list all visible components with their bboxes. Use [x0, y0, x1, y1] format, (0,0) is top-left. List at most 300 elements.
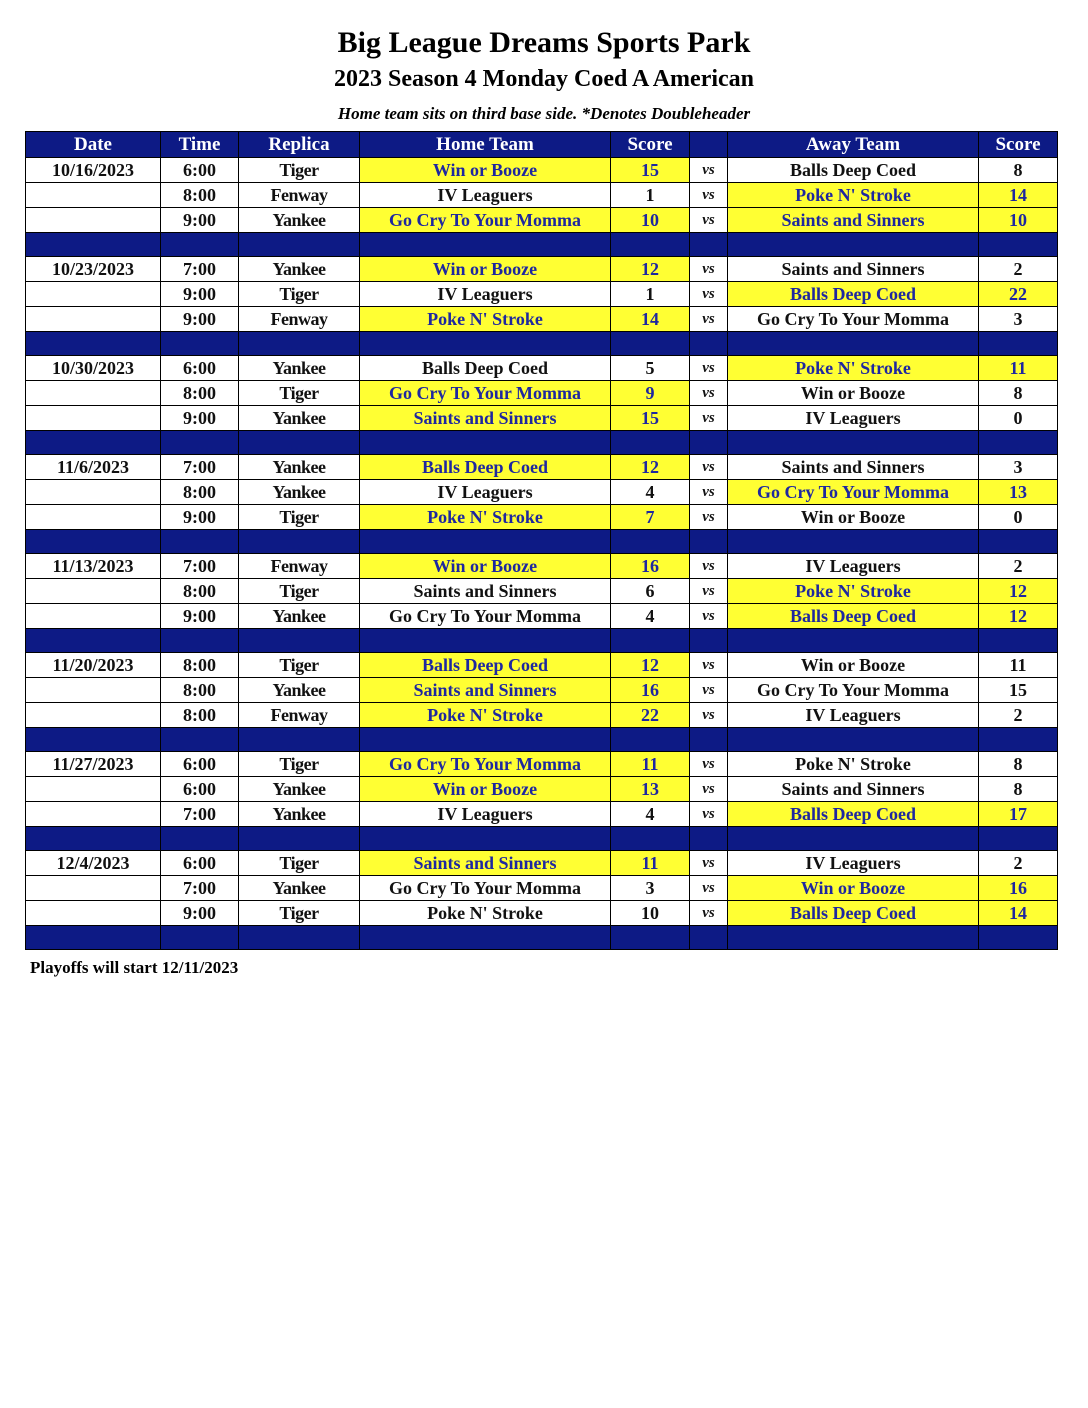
home-team: Saints and Sinners	[360, 678, 611, 703]
table-row	[26, 455, 1058, 480]
game-date	[26, 678, 161, 703]
away-team: Saints and Sinners	[728, 455, 979, 480]
away-team: IV Leaguers	[728, 554, 979, 579]
table-row	[26, 579, 1058, 604]
game-replica: Tiger	[239, 851, 360, 876]
away-score: 8	[979, 752, 1058, 777]
col-header-vs	[690, 132, 728, 158]
table-row	[26, 381, 1058, 406]
week-separator-row	[26, 629, 1058, 653]
separator-cell	[26, 332, 161, 356]
vs-label: vs	[690, 381, 728, 406]
separator-cell	[360, 926, 611, 950]
game-date	[26, 802, 161, 827]
separator-cell	[239, 530, 360, 554]
away-score: 12	[979, 579, 1058, 604]
vs-label: vs	[690, 505, 728, 530]
separator-cell	[26, 926, 161, 950]
table-row	[26, 406, 1058, 431]
home-team: Saints and Sinners	[360, 579, 611, 604]
home-score: 7	[611, 505, 690, 530]
separator-cell	[611, 332, 690, 356]
vs-label: vs	[690, 876, 728, 901]
separator-cell	[360, 530, 611, 554]
game-replica: Yankee	[239, 406, 360, 431]
game-replica: Fenway	[239, 703, 360, 728]
separator-cell	[161, 629, 239, 653]
vs-label: vs	[690, 777, 728, 802]
separator-cell	[690, 728, 728, 752]
home-team: IV Leaguers	[360, 802, 611, 827]
table-row	[26, 703, 1058, 728]
vs-label: vs	[690, 158, 728, 183]
game-replica: Yankee	[239, 455, 360, 480]
home-score: 16	[611, 554, 690, 579]
game-time: 7:00	[161, 455, 239, 480]
separator-cell	[161, 431, 239, 455]
home-team: Go Cry To Your Momma	[360, 752, 611, 777]
game-time: 6:00	[161, 356, 239, 381]
game-date: 11/6/2023	[26, 455, 161, 480]
separator-cell	[690, 530, 728, 554]
separator-cell	[690, 233, 728, 257]
game-time: 9:00	[161, 208, 239, 233]
game-time: 8:00	[161, 678, 239, 703]
away-team: Poke N' Stroke	[728, 579, 979, 604]
vs-label: vs	[690, 455, 728, 480]
vs-label: vs	[690, 579, 728, 604]
game-time: 8:00	[161, 381, 239, 406]
game-time: 6:00	[161, 158, 239, 183]
game-replica: Tiger	[239, 752, 360, 777]
game-date	[26, 480, 161, 505]
separator-cell	[611, 827, 690, 851]
game-date	[26, 703, 161, 728]
away-score: 22	[979, 282, 1058, 307]
vs-label: vs	[690, 307, 728, 332]
table-row	[26, 208, 1058, 233]
separator-cell	[239, 728, 360, 752]
game-date	[26, 777, 161, 802]
separator-cell	[979, 332, 1058, 356]
separator-cell	[161, 530, 239, 554]
home-score: 6	[611, 579, 690, 604]
game-date: 11/27/2023	[26, 752, 161, 777]
separator-cell	[690, 332, 728, 356]
separator-cell	[979, 728, 1058, 752]
game-time: 7:00	[161, 876, 239, 901]
home-team: Win or Booze	[360, 554, 611, 579]
separator-cell	[360, 431, 611, 455]
table-row	[26, 554, 1058, 579]
separator-cell	[239, 827, 360, 851]
separator-cell	[26, 827, 161, 851]
home-score: 14	[611, 307, 690, 332]
separator-cell	[690, 926, 728, 950]
table-row	[26, 653, 1058, 678]
home-score: 3	[611, 876, 690, 901]
game-replica: Tiger	[239, 282, 360, 307]
separator-cell	[26, 728, 161, 752]
home-score: 22	[611, 703, 690, 728]
table-row	[26, 307, 1058, 332]
home-team: IV Leaguers	[360, 183, 611, 208]
away-team: Go Cry To Your Momma	[728, 307, 979, 332]
game-date: 11/13/2023	[26, 554, 161, 579]
away-score: 8	[979, 158, 1058, 183]
home-score: 1	[611, 183, 690, 208]
col-header-replica: Replica	[239, 132, 360, 158]
playoffs-note: Playoffs will start 12/11/2023	[30, 958, 239, 977]
schedule-note: Home team sits on third base side. *Denotes Doubleheader	[337, 104, 751, 123]
vs-label: vs	[690, 480, 728, 505]
game-time: 9:00	[161, 901, 239, 926]
game-date: 12/4/2023	[26, 851, 161, 876]
away-team: IV Leaguers	[728, 703, 979, 728]
away-score: 8	[979, 381, 1058, 406]
game-date: 11/20/2023	[26, 653, 161, 678]
page-subtitle: 2023 Season 4 Monday Coed A American	[333, 66, 755, 92]
separator-cell	[611, 926, 690, 950]
game-replica: Yankee	[239, 604, 360, 629]
game-replica: Yankee	[239, 777, 360, 802]
separator-cell	[728, 629, 979, 653]
game-date: 10/23/2023	[26, 257, 161, 282]
col-header-home-team: Home Team	[360, 132, 611, 158]
home-team: IV Leaguers	[360, 480, 611, 505]
vs-label: vs	[690, 183, 728, 208]
separator-cell	[728, 233, 979, 257]
home-score: 10	[611, 208, 690, 233]
vs-label: vs	[690, 554, 728, 579]
game-replica: Tiger	[239, 653, 360, 678]
table-row	[26, 901, 1058, 926]
vs-label: vs	[690, 901, 728, 926]
home-team: Poke N' Stroke	[360, 505, 611, 530]
separator-cell	[239, 233, 360, 257]
game-time: 9:00	[161, 406, 239, 431]
away-team: Balls Deep Coed	[728, 901, 979, 926]
away-team: Balls Deep Coed	[728, 158, 979, 183]
page-title: Big League Dreams Sports Park	[337, 26, 751, 59]
table-row	[26, 480, 1058, 505]
home-score: 12	[611, 257, 690, 282]
separator-cell	[360, 332, 611, 356]
separator-cell	[161, 728, 239, 752]
away-score: 14	[979, 183, 1058, 208]
game-replica: Tiger	[239, 381, 360, 406]
away-team: Win or Booze	[728, 876, 979, 901]
game-time: 9:00	[161, 282, 239, 307]
separator-cell	[728, 431, 979, 455]
vs-label: vs	[690, 653, 728, 678]
home-score: 1	[611, 282, 690, 307]
vs-label: vs	[690, 703, 728, 728]
col-header-home-score: Score	[611, 132, 690, 158]
away-team: IV Leaguers	[728, 406, 979, 431]
game-replica: Fenway	[239, 183, 360, 208]
game-replica: Tiger	[239, 158, 360, 183]
home-score: 15	[611, 406, 690, 431]
away-team: Saints and Sinners	[728, 257, 979, 282]
away-score: 3	[979, 455, 1058, 480]
game-time: 6:00	[161, 777, 239, 802]
game-replica: Yankee	[239, 356, 360, 381]
separator-cell	[728, 530, 979, 554]
separator-cell	[360, 728, 611, 752]
week-separator-row	[26, 728, 1058, 752]
separator-cell	[728, 332, 979, 356]
table-row	[26, 183, 1058, 208]
schedule-body	[26, 158, 1058, 950]
away-score: 10	[979, 208, 1058, 233]
home-score: 4	[611, 604, 690, 629]
game-time: 8:00	[161, 183, 239, 208]
game-date	[26, 579, 161, 604]
separator-cell	[161, 926, 239, 950]
home-score: 15	[611, 158, 690, 183]
separator-cell	[690, 431, 728, 455]
col-header-date: Date	[26, 132, 161, 158]
separator-cell	[161, 827, 239, 851]
home-score: 4	[611, 480, 690, 505]
separator-cell	[239, 926, 360, 950]
game-date	[26, 183, 161, 208]
separator-cell	[26, 431, 161, 455]
away-score: 0	[979, 505, 1058, 530]
away-team: Poke N' Stroke	[728, 183, 979, 208]
table-row	[26, 257, 1058, 282]
game-date	[26, 282, 161, 307]
home-team: IV Leaguers	[360, 282, 611, 307]
home-score: 11	[611, 851, 690, 876]
game-replica: Fenway	[239, 554, 360, 579]
table-header-row	[26, 132, 1058, 158]
week-separator-row	[26, 431, 1058, 455]
separator-cell	[239, 431, 360, 455]
away-score: 12	[979, 604, 1058, 629]
separator-cell	[611, 728, 690, 752]
game-date: 10/30/2023	[26, 356, 161, 381]
vs-label: vs	[690, 208, 728, 233]
week-separator-row	[26, 530, 1058, 554]
week-separator-row	[26, 827, 1058, 851]
away-team: Poke N' Stroke	[728, 356, 979, 381]
game-replica: Yankee	[239, 678, 360, 703]
separator-cell	[161, 233, 239, 257]
away-team: Poke N' Stroke	[728, 752, 979, 777]
home-score: 5	[611, 356, 690, 381]
table-row	[26, 356, 1058, 381]
game-time: 8:00	[161, 480, 239, 505]
separator-cell	[611, 530, 690, 554]
away-score: 2	[979, 554, 1058, 579]
away-team: Saints and Sinners	[728, 208, 979, 233]
vs-label: vs	[690, 356, 728, 381]
game-date	[26, 406, 161, 431]
col-header-away-score: Score	[979, 132, 1058, 158]
home-team: Saints and Sinners	[360, 406, 611, 431]
vs-label: vs	[690, 851, 728, 876]
game-replica: Fenway	[239, 307, 360, 332]
game-time: 8:00	[161, 579, 239, 604]
separator-cell	[979, 431, 1058, 455]
table-row	[26, 851, 1058, 876]
game-date	[26, 604, 161, 629]
separator-cell	[26, 233, 161, 257]
away-team: Go Cry To Your Momma	[728, 678, 979, 703]
away-score: 11	[979, 356, 1058, 381]
game-date	[26, 307, 161, 332]
away-score: 15	[979, 678, 1058, 703]
game-replica: Yankee	[239, 208, 360, 233]
game-time: 7:00	[161, 802, 239, 827]
separator-cell	[728, 926, 979, 950]
table-row	[26, 876, 1058, 901]
home-team: Go Cry To Your Momma	[360, 208, 611, 233]
away-score: 14	[979, 901, 1058, 926]
home-team: Win or Booze	[360, 777, 611, 802]
separator-cell	[979, 629, 1058, 653]
away-team: Win or Booze	[728, 505, 979, 530]
week-separator-row	[26, 233, 1058, 257]
away-score: 0	[979, 406, 1058, 431]
game-replica: Yankee	[239, 802, 360, 827]
col-header-time: Time	[161, 132, 239, 158]
game-date	[26, 381, 161, 406]
separator-cell	[26, 530, 161, 554]
table-row	[26, 802, 1058, 827]
home-team: Poke N' Stroke	[360, 901, 611, 926]
game-replica: Yankee	[239, 480, 360, 505]
game-date	[26, 208, 161, 233]
away-score: 2	[979, 851, 1058, 876]
home-team: Balls Deep Coed	[360, 455, 611, 480]
home-score: 4	[611, 802, 690, 827]
vs-label: vs	[690, 678, 728, 703]
away-score: 11	[979, 653, 1058, 678]
vs-label: vs	[690, 752, 728, 777]
game-time: 6:00	[161, 851, 239, 876]
home-score: 9	[611, 381, 690, 406]
away-team: Saints and Sinners	[728, 777, 979, 802]
home-score: 10	[611, 901, 690, 926]
game-replica: Tiger	[239, 579, 360, 604]
away-score: 8	[979, 777, 1058, 802]
table-row	[26, 678, 1058, 703]
vs-label: vs	[690, 406, 728, 431]
away-team: Balls Deep Coed	[728, 282, 979, 307]
home-team: Poke N' Stroke	[360, 703, 611, 728]
game-date	[26, 876, 161, 901]
home-team: Win or Booze	[360, 158, 611, 183]
game-replica: Tiger	[239, 505, 360, 530]
table-row	[26, 282, 1058, 307]
separator-cell	[979, 926, 1058, 950]
separator-cell	[611, 629, 690, 653]
week-separator-row	[26, 926, 1058, 950]
separator-cell	[611, 233, 690, 257]
away-score: 2	[979, 703, 1058, 728]
vs-label: vs	[690, 282, 728, 307]
away-score: 2	[979, 257, 1058, 282]
home-team: Balls Deep Coed	[360, 653, 611, 678]
away-score: 17	[979, 802, 1058, 827]
game-replica: Yankee	[239, 876, 360, 901]
separator-cell	[239, 629, 360, 653]
home-score: 16	[611, 678, 690, 703]
vs-label: vs	[690, 604, 728, 629]
separator-cell	[360, 629, 611, 653]
separator-cell	[728, 827, 979, 851]
col-header-away-team: Away Team	[728, 132, 979, 158]
week-separator-row	[26, 332, 1058, 356]
separator-cell	[690, 629, 728, 653]
schedule-table	[25, 131, 1058, 950]
game-replica: Tiger	[239, 901, 360, 926]
away-team: Go Cry To Your Momma	[728, 480, 979, 505]
home-team: Poke N' Stroke	[360, 307, 611, 332]
game-time: 8:00	[161, 653, 239, 678]
game-time: 9:00	[161, 505, 239, 530]
game-time: 9:00	[161, 307, 239, 332]
away-team: Win or Booze	[728, 653, 979, 678]
separator-cell	[26, 629, 161, 653]
home-team: Go Cry To Your Momma	[360, 876, 611, 901]
separator-cell	[360, 233, 611, 257]
separator-cell	[979, 233, 1058, 257]
home-team: Go Cry To Your Momma	[360, 381, 611, 406]
game-date: 10/16/2023	[26, 158, 161, 183]
game-replica: Yankee	[239, 257, 360, 282]
home-team: Win or Booze	[360, 257, 611, 282]
away-team: Win or Booze	[728, 381, 979, 406]
table-row	[26, 158, 1058, 183]
game-time: 8:00	[161, 703, 239, 728]
separator-cell	[979, 530, 1058, 554]
game-time: 7:00	[161, 257, 239, 282]
game-date	[26, 505, 161, 530]
separator-cell	[979, 827, 1058, 851]
home-team: Saints and Sinners	[360, 851, 611, 876]
away-score: 13	[979, 480, 1058, 505]
away-team: Balls Deep Coed	[728, 802, 979, 827]
game-date	[26, 901, 161, 926]
table-row	[26, 752, 1058, 777]
separator-cell	[611, 431, 690, 455]
separator-cell	[690, 827, 728, 851]
game-time: 9:00	[161, 604, 239, 629]
home-team: Go Cry To Your Momma	[360, 604, 611, 629]
away-score: 16	[979, 876, 1058, 901]
home-score: 11	[611, 752, 690, 777]
away-team: IV Leaguers	[728, 851, 979, 876]
home-score: 13	[611, 777, 690, 802]
table-row	[26, 505, 1058, 530]
home-score: 12	[611, 455, 690, 480]
vs-label: vs	[690, 257, 728, 282]
separator-cell	[239, 332, 360, 356]
away-score: 3	[979, 307, 1058, 332]
separator-cell	[728, 728, 979, 752]
separator-cell	[360, 827, 611, 851]
home-score: 12	[611, 653, 690, 678]
table-row	[26, 604, 1058, 629]
game-time: 7:00	[161, 554, 239, 579]
away-team: Balls Deep Coed	[728, 604, 979, 629]
vs-label: vs	[690, 802, 728, 827]
separator-cell	[161, 332, 239, 356]
